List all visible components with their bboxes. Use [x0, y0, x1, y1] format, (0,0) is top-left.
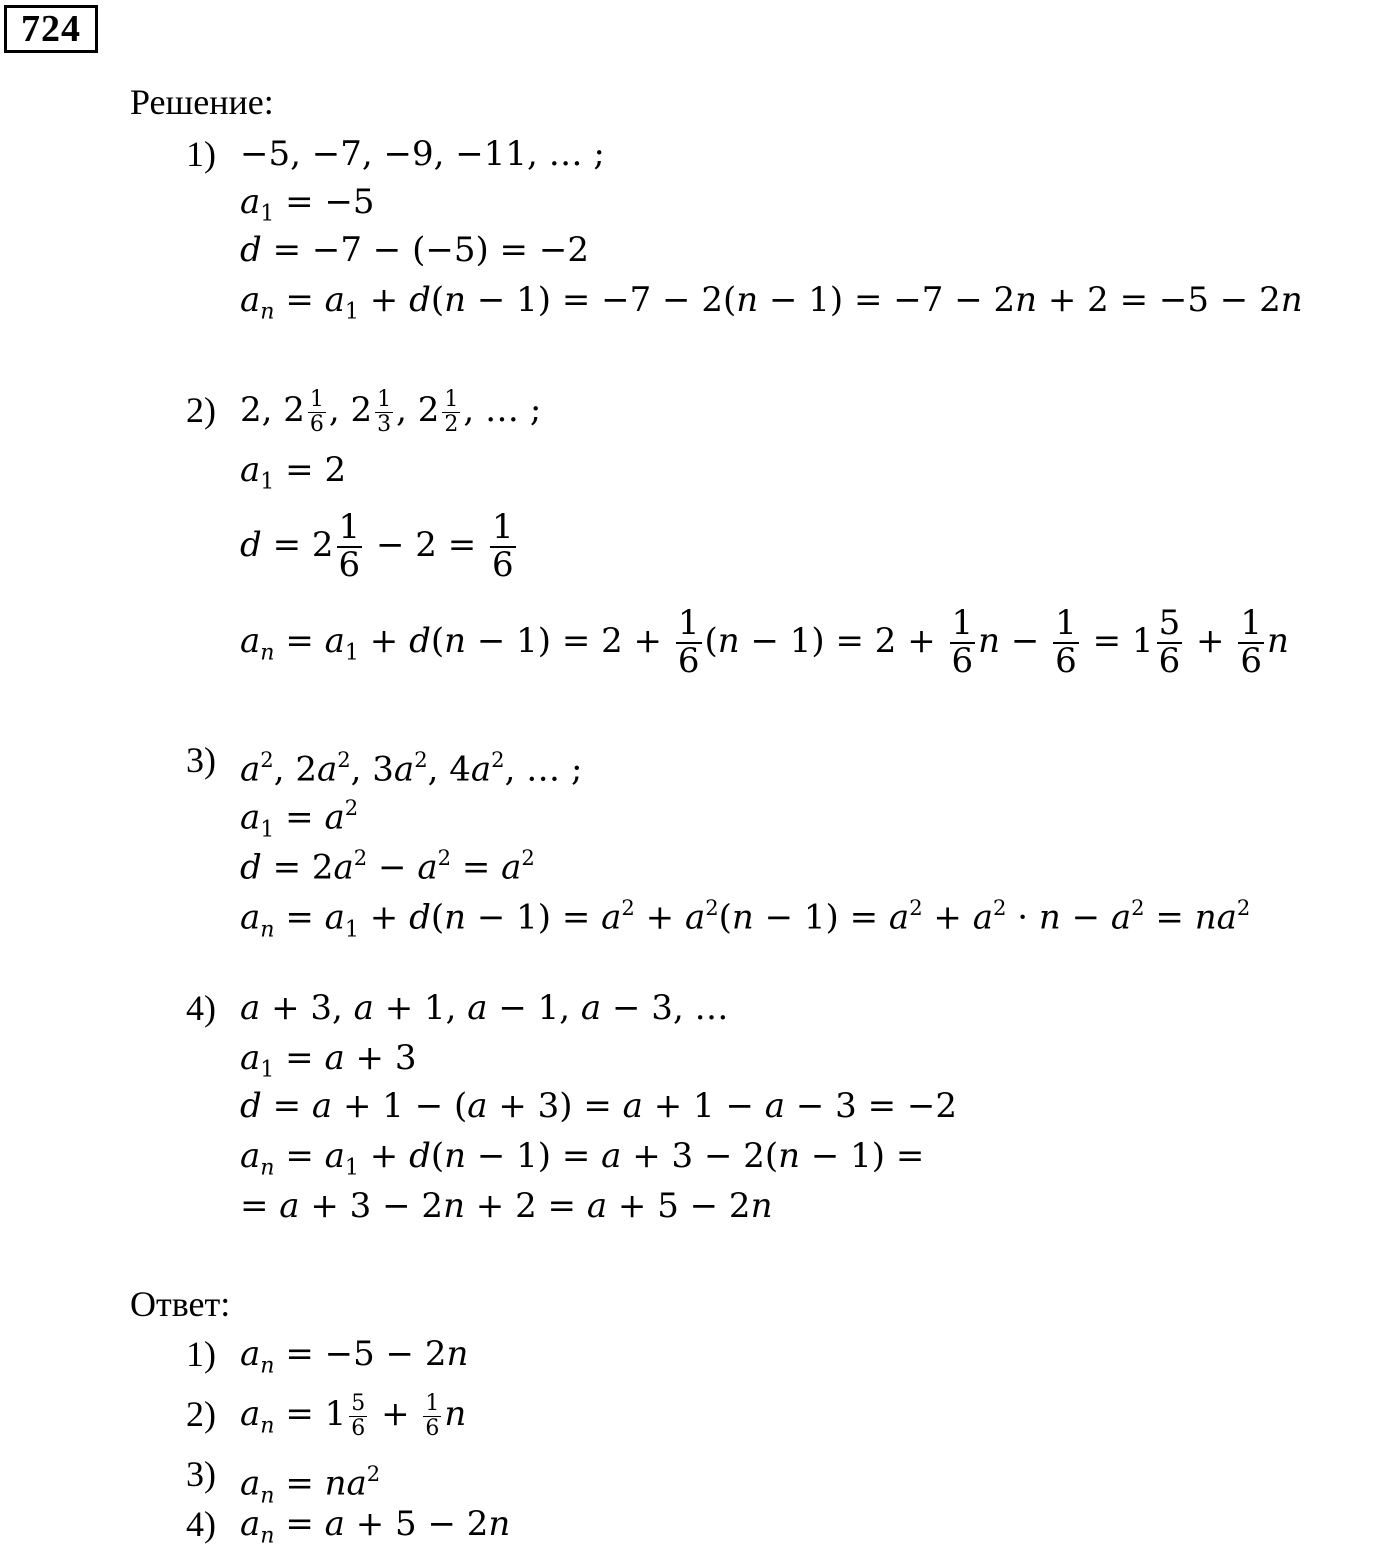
answer-2: $a_n = 1$ $\frac{5}{6}$ + $\frac{1}{6}$ n	[240, 1391, 467, 1441]
item-1-first-term: $a_1 = -5$	[240, 182, 375, 227]
item-3-marker: 3)	[186, 740, 216, 780]
item-2-formula: $a_n = a_1 + d(n - 1) = 2$ + $\frac{1}{6}$ (n − 1) = 2 + $\frac{1}{6}$ n − $\frac{1}{6}$ = 1 $\frac{5}{6}$ + $\frac{1}{6}$ n	[240, 603, 1289, 681]
answer-heading: Ответ:	[130, 1284, 231, 1324]
item-2-marker: 2)	[186, 390, 216, 430]
item-4-difference: d = a + 1 − (a + 3) = a + 1 − a − 3 = −2	[240, 1086, 958, 1126]
item-4-formula-part-2: = a + 3 − 2n + 2 = a + 5 − 2n	[240, 1186, 773, 1226]
item-2-first-term: $a_1 = 2$	[240, 450, 347, 495]
item-1-sequence: −5, −7, −9, −11, … ;	[240, 134, 605, 174]
answer-4: $a_n = a + 5 - 2n$	[240, 1504, 511, 1549]
item-1-difference: d = −7 − (−5) = −2	[240, 230, 589, 270]
item-3-difference: $d = 2a^2 - a^2 = a^2$	[240, 845, 535, 888]
item-4-sequence: a + 3, a + 1, a − 1, a − 3, …	[240, 988, 729, 1028]
item-3-first-term: $a_1 = a^2$	[240, 795, 359, 843]
item-2-sequence: 2, 2 $\frac{1}{6}$ , 2 $\frac{1}{3}$ , 2 $\frac{1}{2}$ , … ;	[240, 387, 542, 437]
item-4-marker: 4)	[186, 988, 216, 1028]
item-3-sequence: $a^2$, $2a^2$, $3a^2$, $4a^2$, … ;	[240, 747, 583, 790]
item-1-marker: 1)	[186, 134, 216, 174]
answer-1: $a_n = -5 - 2n$	[240, 1334, 469, 1379]
item-4-formula-part-1: $a_n = a_1 + d(n - 1) = a + 3 - 2(n - 1)$ =	[240, 1136, 925, 1181]
answer-4-marker: 4)	[186, 1504, 216, 1544]
item-3-formula: $a_n = a_1 + d(n - 1) = a^2 + a^2(n - 1) = a^2 + a^2 \cdot n - a^2 = na^2$	[240, 895, 1251, 943]
item-2-difference: d = 2 $\frac{1}{6}$ − 2 = $\frac{1}{6}$	[240, 507, 514, 585]
task-number: 724	[4, 5, 98, 53]
answer-3: $a_n = na^2$	[240, 1461, 381, 1509]
item-4-first-term: $a_1 = a + 3$	[240, 1038, 417, 1083]
answer-3-marker: 3)	[186, 1454, 216, 1494]
answer-1-marker: 1)	[186, 1334, 216, 1374]
solution-heading: Решение:	[130, 82, 274, 122]
item-1-formula: $a_n = a_1 + d(n - 1) = -7 - 2(n - 1) = -7 - 2n + 2 = -5 - 2n$	[240, 280, 1303, 325]
answer-2-marker: 2)	[186, 1394, 216, 1434]
